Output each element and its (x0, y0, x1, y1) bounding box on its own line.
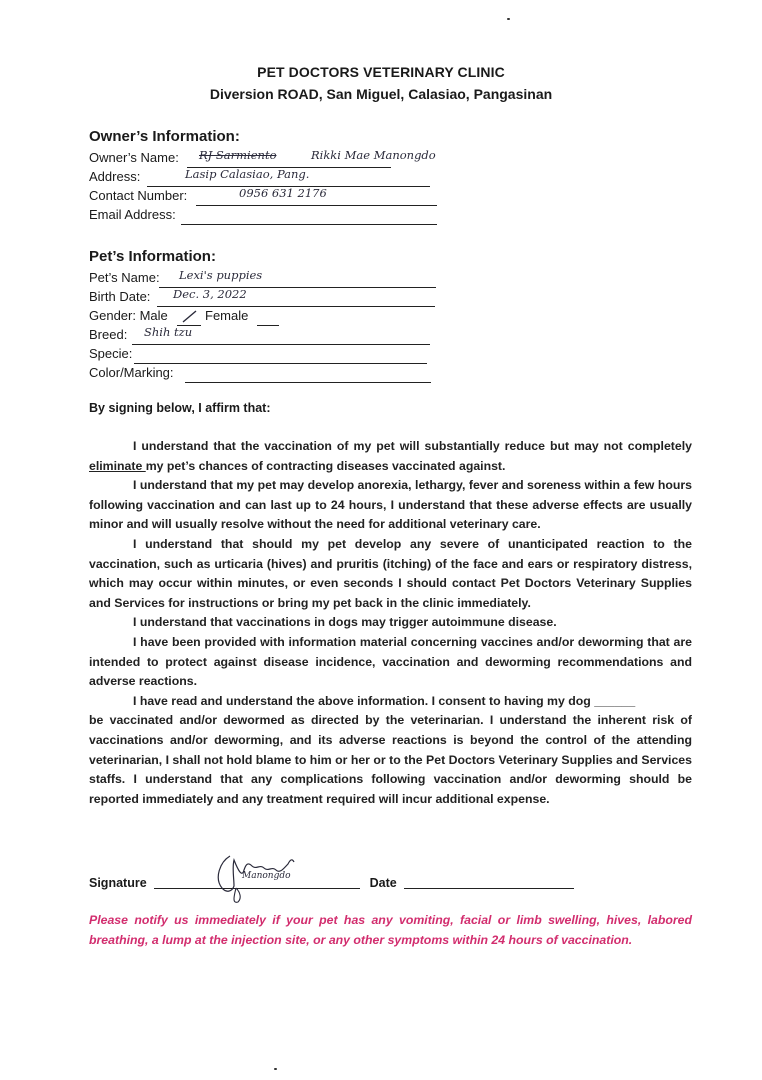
owner-section-title: Owner’s Information: (89, 128, 240, 145)
p1-text-a: I understand that the vaccination of my pet will substantially reduce but may not completely (133, 439, 692, 453)
consent-paragraph-2: I understand that my pet may develop anorexia, lethargy, fever and soreness within a few hours following vaccination and can last up to 24 hours, I understand that these adverse effects are usually minor and will usually resolve without the need for additional veterinary care. (89, 478, 692, 532)
gender-male-check-mark (181, 309, 199, 324)
consent-paragraph-1 (89, 437, 692, 476)
p1-underlined: eliminate (89, 458, 146, 473)
owner-address-label: Address: (89, 169, 141, 184)
color-marking-label: Color/Marking: (89, 365, 174, 380)
gender-female-label: Female (205, 308, 249, 323)
gender-male-label: Gender: Male (89, 308, 168, 323)
date-line[interactable] (404, 876, 574, 889)
gender-field[interactable] (89, 308, 289, 326)
aftercare-notice: Please notify us immediately if your pet has any vomiting, facial or limb swelling, hives, labored breathing, a lump at the injection site, or any other symptoms within 24 hours of vaccination. (89, 913, 692, 947)
contact-number-line (196, 205, 437, 206)
affirm-lead: By signing below, I affirm that: (89, 401, 271, 415)
birth-date-value: Dec. 3, 2022 (173, 287, 247, 301)
birth-date-field[interactable] (89, 289, 439, 307)
consent-paragraph-6a: I have read and understand the above information. I consent to having my dog ______ (133, 693, 636, 708)
clinic-name: PET DOCTORS VETERINARY CLINIC (257, 64, 505, 80)
pet-section-title: Pet’s Information: (89, 248, 216, 265)
pet-name-value: Lexi's puppies (179, 268, 263, 282)
consent-paragraph-6b: be vaccinated and/or dewormed as directed by the veterinarian. I understand the inherent risk of vaccinations and/or deworming, and its adverse reactions is beyond the control of the attending veterinarian, I shall not hold blame to him or her or to the Pet Doctors Veterinary Supplies and Services staffs. I understand that any complications following vaccination and/or deworming should be reported immediately and any treatment required will incur additional expense. (89, 713, 692, 806)
email-label: Email Address: (89, 207, 176, 222)
contact-number-field[interactable] (89, 188, 439, 206)
gender-female-line (257, 325, 279, 326)
consent-body (89, 437, 692, 809)
contact-number-label: Contact Number: (89, 188, 188, 203)
scan-speck (274, 1068, 277, 1070)
owner-name-field[interactable] (89, 150, 489, 168)
specie-line (134, 363, 427, 364)
owner-name-struck-value: RJ Sarmiento (199, 148, 277, 162)
contact-number-value: 0956 631 2176 (239, 186, 327, 200)
p1-text-b: my pet’s chances of contracting diseases vaccinated against. (145, 458, 506, 473)
color-marking-line (185, 382, 431, 383)
clinic-address: Diversion ROAD, San Miguel, Calasiao, Pangasinan (209, 86, 553, 102)
handwritten-signature (212, 848, 302, 908)
consent-paragraph-5: I have been provided with information material concerning vaccines and/or deworming that are intended to protect against disease incidence, vaccination and deworming recommendations and adverse reactions. (89, 634, 692, 689)
birth-date-line (157, 306, 435, 307)
specie-field[interactable] (89, 346, 439, 364)
date-label: Date (369, 876, 397, 890)
breed-label: Breed: (89, 327, 128, 342)
specie-label: Specie: (89, 346, 133, 361)
signature-row (89, 874, 574, 890)
pet-name-label: Pet’s Name: (89, 270, 160, 285)
birth-date-label: Birth Date: (89, 289, 151, 304)
breed-field[interactable] (89, 327, 439, 345)
breed-value: Shih tzu (144, 325, 193, 339)
breed-line (132, 344, 430, 345)
owner-name-label: Owner’s Name: (89, 150, 179, 165)
owner-address-field[interactable] (89, 169, 439, 187)
signature-text: Manongdo (242, 871, 291, 881)
scan-speck (507, 18, 510, 20)
consent-paragraph-3: I understand that should my pet develop any severe of unanticipated reaction to the vaccination, such as urticaria (hives) and pruritis (itching) of the face and ears or respiratory distress, which may occur within minutes, or even seconds I should contact Pet Doctors Veterinary Supplies and Services for instructions or bring my pet back in the clinic immediately. (89, 536, 692, 610)
pet-name-field[interactable] (89, 270, 439, 288)
owner-name-value: Rikki Mae Manongdo (311, 148, 436, 162)
owner-address-value: Lasip Calasiao, Pang. (185, 167, 310, 181)
email-line (181, 224, 437, 225)
email-field[interactable] (89, 207, 439, 225)
color-marking-field[interactable] (89, 365, 439, 383)
consent-paragraph-4: I understand that vaccinations in dogs may trigger autoimmune disease. (133, 615, 557, 630)
signature-label: Signature (89, 876, 147, 890)
